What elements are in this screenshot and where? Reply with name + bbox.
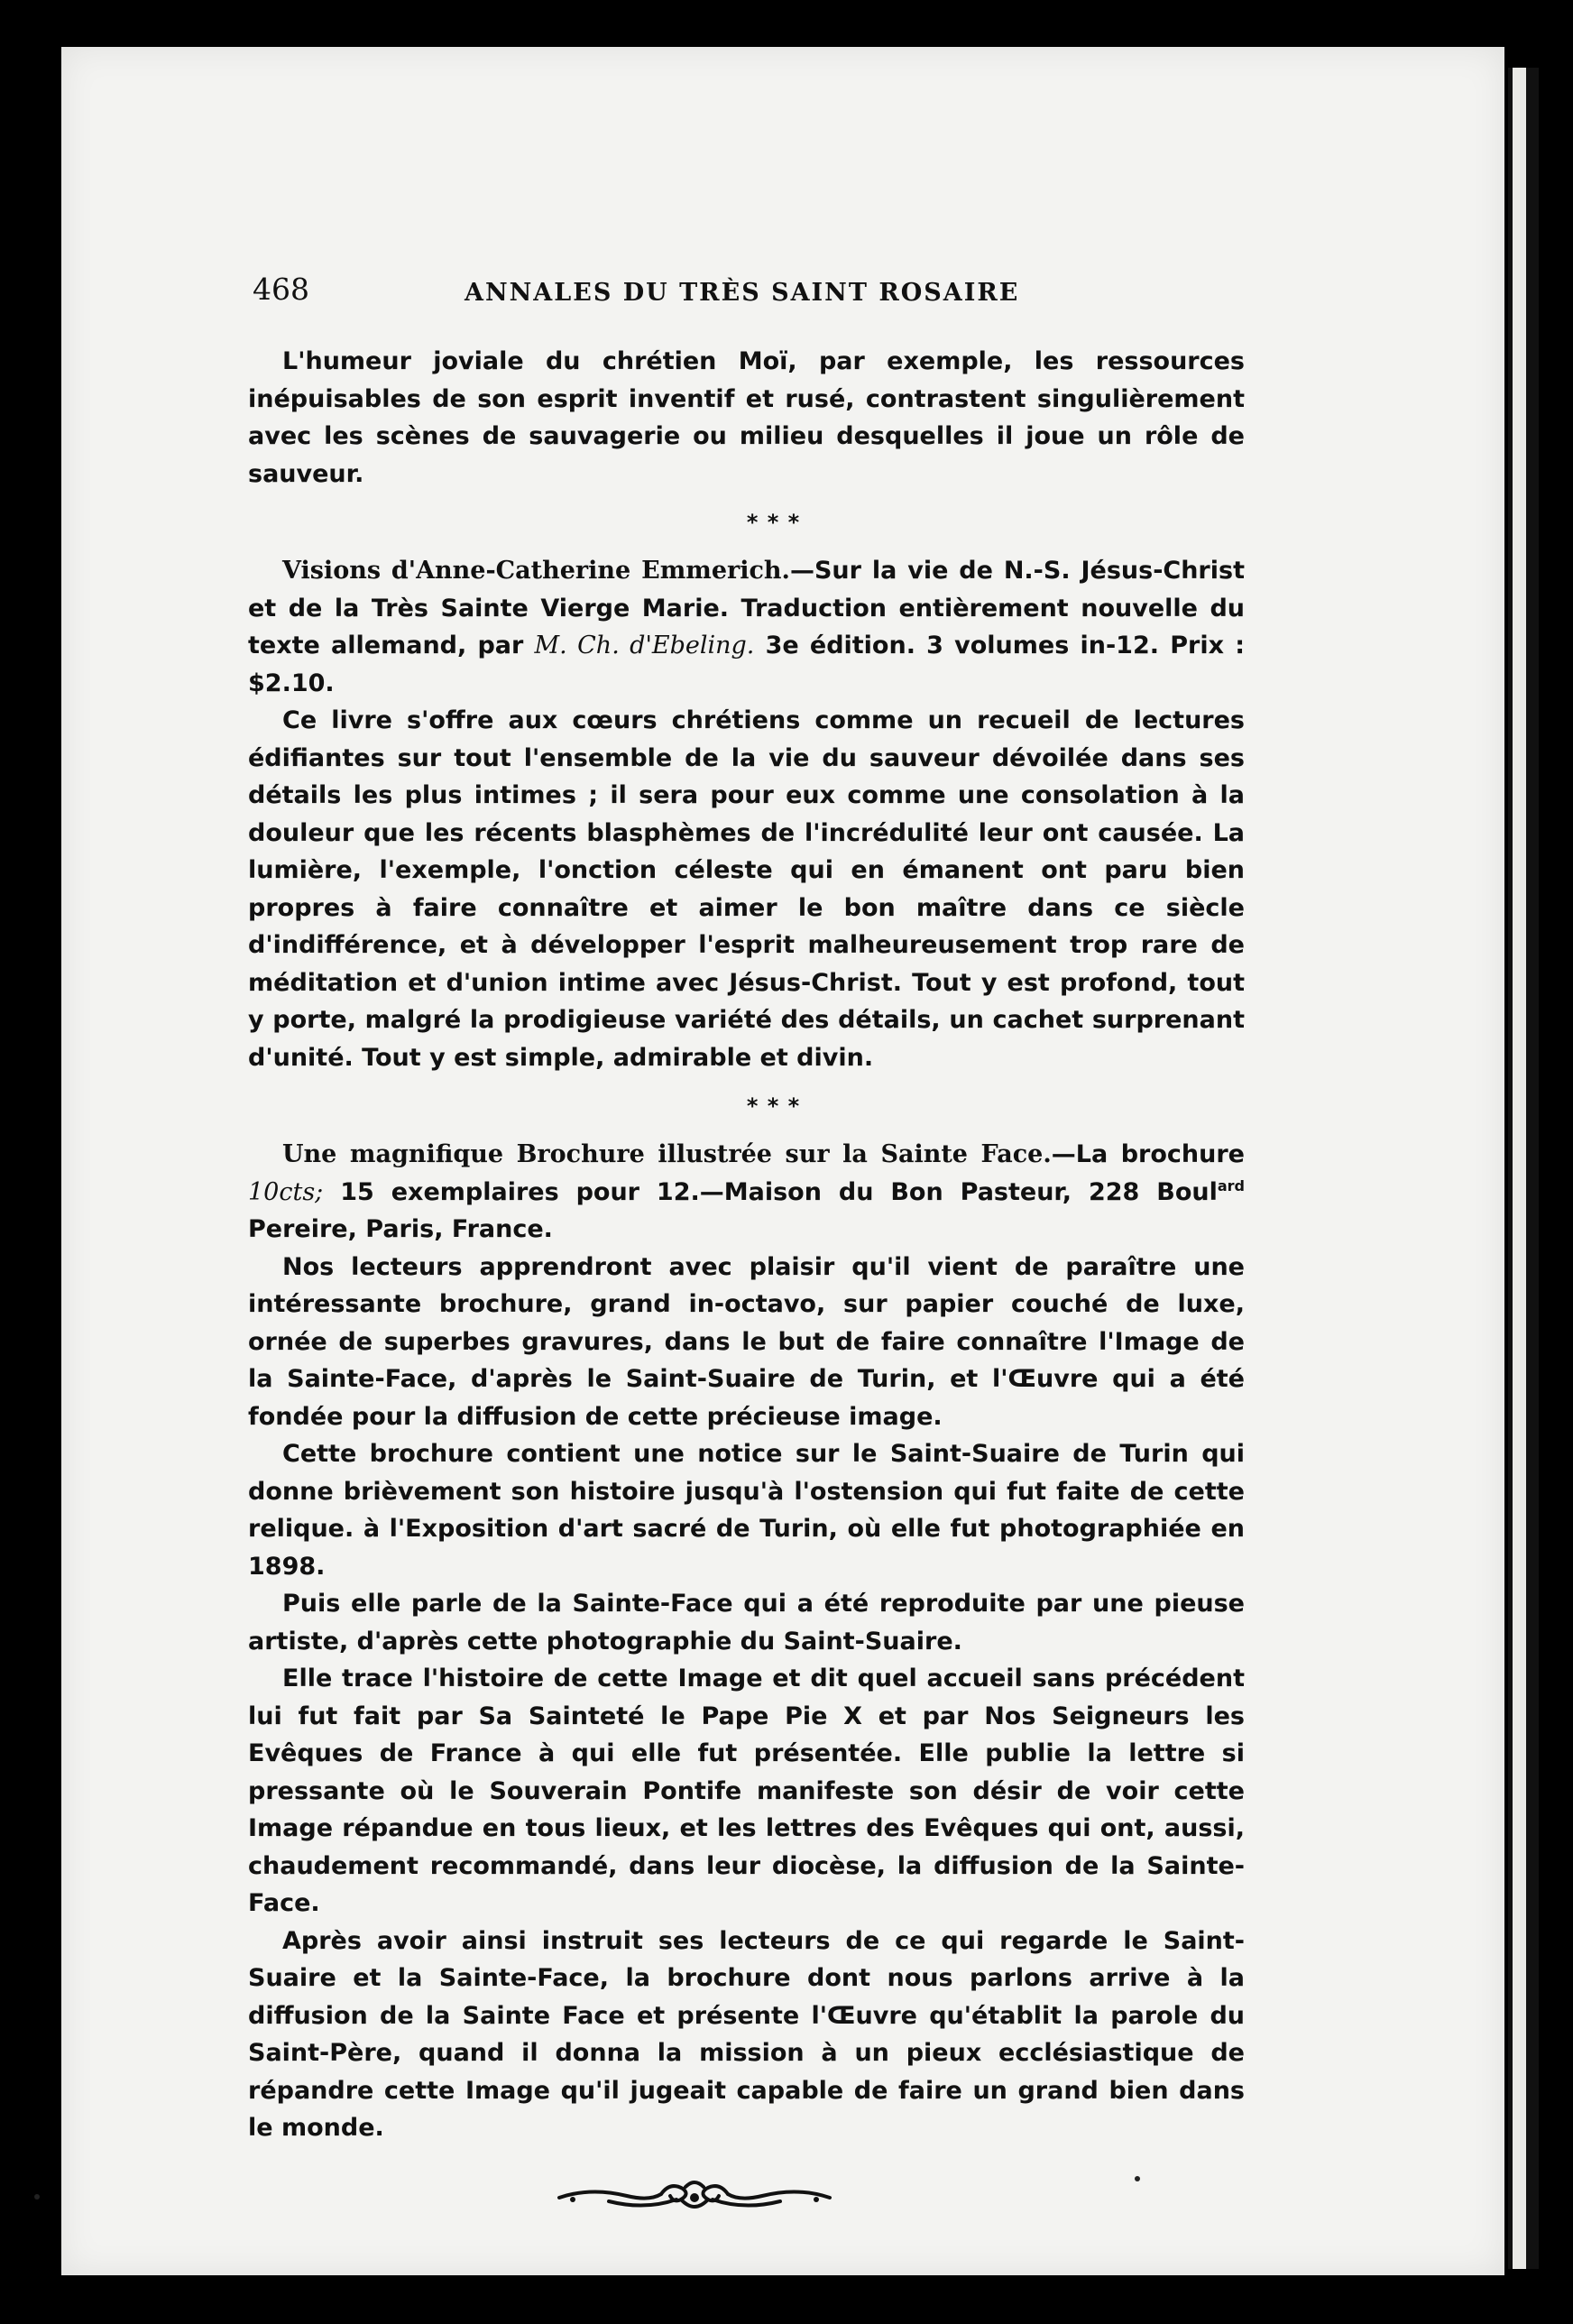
address-superscript: ard [1217, 1176, 1245, 1194]
paragraph-nos-lecteurs: Nos lecteurs apprendront avec plaisir qu'il vient de paraître une intéressante brochure, grand in-octavo, sur papier couché de luxe, ornée de superbes gravures, dans le but de faire connaître l'Image de la Sainte-Face, d'après le Saint-Suaire de Turin, et l'Œuvre qui a été fondée pour la diffusion de cette précieuse image. [248, 1252, 1245, 1431]
review-title-sainte-face: Une magnifique Brochure illustrée sur la Sainte Face. [282, 1140, 1052, 1168]
publisher-city: Pereire, Paris, France. [248, 1215, 553, 1243]
review-entry-emmerich [248, 552, 1245, 702]
paragraph-cette-brochure: Cette brochure contient une notice sur le Saint-Suaire de Turin qui donne brièvement son histoire jusqu'à l'ostension qui fut faite de cette relique. à l'Exposition d'art sacré de Turin, où elle fut photographiée en 1898. [248, 1440, 1245, 1581]
review-entry-sainte-face [248, 1136, 1245, 1249]
paragraph-humeur: L'humeur joviale du chrétien Moï, par exemple, les ressources inépuisables de son esprit inventif et rusé, contrastent singulièrement avec les scènes de sauvagerie ou milieu desquelles il joue un rôle de sauveur. [248, 347, 1245, 488]
review-details-emmerich: —Sur la vie de N.-S. Jésus-Christ et de la Très Sainte Vierge Marie. Traduction entièrement nouvelle du texte allemand, par [248, 557, 1245, 659]
decorative-scroll-tailpiece-icon [555, 2174, 834, 2219]
paper-speck [34, 2194, 40, 2200]
review-details-sainte-face: —La brochure [1051, 1140, 1245, 1168]
paragraph-elle-trace: Elle trace l'histoire de cette Image et dit quel accueil sans précédent lui fut fait par Sa Sainteté le Pape Pie X et par Nos Seigneurs les Evêques de France à qui elle fut présentée. Elle publie la lettre si pressante où le Souverain Pontife manifeste son désir de voir cette Image répandue en tous lieux, et les lettres des Evêques qui ont, aussi, chaudement recommandé, dans leur diocèse, la diffusion de la Sainte-Face. [248, 1665, 1245, 1917]
asterism-divider [248, 493, 1245, 552]
asterism-glyphs: * * * [746, 510, 801, 535]
running-head [248, 271, 1245, 343]
paragraph-ce-livre: Ce livre s'offre aux cœurs chrétiens comme un recueil de lectures édifiantes sur tout l'ensemble de la vie du sauveur dévoilée dans ses détails les plus intimes ; il sera pour eux comme une consolation à la douleur que les récents blasphèmes de l'incrédulité leur ont causée. La lumière, l'exemple, l'onction céleste qui en émanent ont paru bien propres à faire connaître et aimer le bon maître dans ce siècle d'indifférence, et à développer l'esprit malheureusement trop rare de méditation et d'union intime avec Jésus-Christ. Tout y est profond, tout y porte, malgré la prodigieuse variété des détails, un cachet surprenant d'unité. Tout y est simple, admirable et divin. [248, 706, 1245, 1072]
translator-name: M. Ch. d'Ebeling. [534, 632, 755, 659]
paragraph-puis-elle: Puis elle parle de la Sainte-Face qui a été reproduite par une pieuse artiste, d'après cette photographie du Saint-Suaire. [248, 1590, 1245, 1655]
publisher-address: 15 exemplaires pour 12.—Maison du Bon Pasteur, 228 Boul [340, 1177, 1218, 1206]
running-title: ANNALES DU TRÈS SAINT ROSAIRE [465, 279, 1020, 307]
asterism-glyphs: * * * [746, 1093, 801, 1119]
paragraph-apres-avoir: Après avoir ainsi instruit ses lecteurs de ce qui regarde le Saint-Suaire et la Sainte-Face, la brochure dont nous parlons arrive à la diffusion de la Sainte Face et présente l'Œuvre qu'établit la parole du Saint-Père, quand il donna la mission à un pieux ecclésiastique de répandre cette Image qu'il jugeait capable de faire un grand bien dans le monde. [248, 1926, 1245, 2142]
asterism-divider [248, 1076, 1245, 1136]
page-number: 468 [253, 272, 309, 307]
page-gutter-shadow [1526, 68, 1539, 2269]
brochure-price: 10cts; [248, 1177, 324, 1206]
review-title-emmerich: Visions d'Anne-Catherine Emmerich. [282, 557, 790, 585]
edition-price-emmerich: 3e édition. 3 volumes in-12. Prix : $2.10. [248, 632, 1245, 697]
page-text [248, 271, 1245, 2219]
